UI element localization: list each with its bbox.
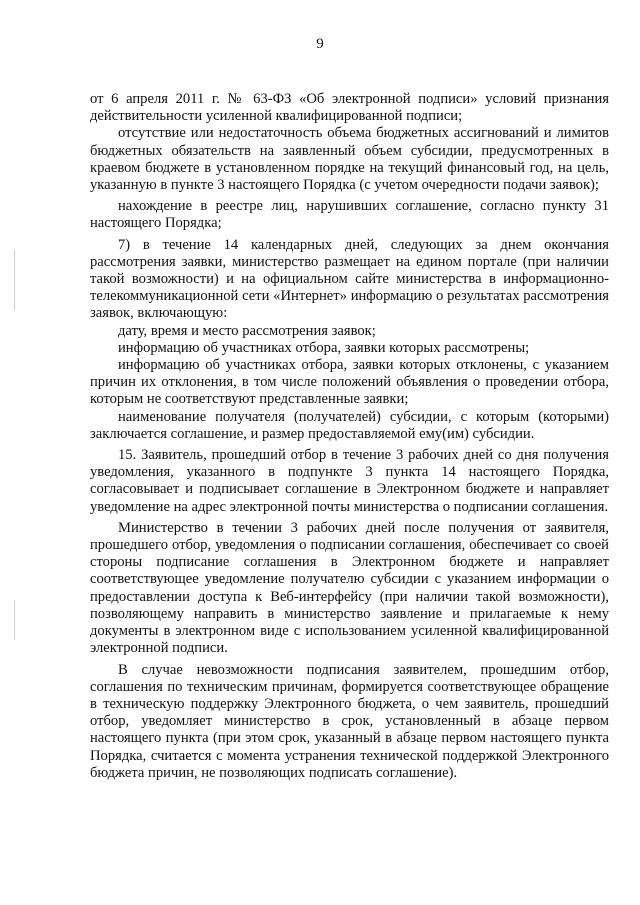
- paragraph: отсутствие или недостаточность объема бюджетных ассигнований и лимитов бюджетных обязательств на заявленный объем субсидии, предусмотренных в краевом бюджете в установленном порядке на текущий финансовый год, на цель, указанную в пункте 3 настоящего Порядка (с учетом очередности подачи заявок);: [90, 125, 609, 194]
- scan-margin-line: [14, 250, 15, 310]
- paragraph: дату, время и место рассмотрения заявок;: [118, 322, 376, 339]
- page-number: 9: [316, 36, 324, 52]
- paragraph: информацию об участниках отбора, заявки которых отклонены, с указанием причин их отклонения, в том числе положений объявления о проведении отбора, которым не соответствуют представленные заявки;: [90, 357, 609, 408]
- document-body: [90, 91, 609, 782]
- paragraph: 7) в течение 14 календарных дней, следующих за днем окончания рассмотрения заявки, министерство размещает на едином портале (при наличии такой возможности) и на официальном сайте министерства в информационно-телекоммуникационной сети «Интернет» информацию о результатах рассмотрения заявок, включающую:: [90, 236, 609, 322]
- paragraph: от 6 апреля 2011 г. № 63-ФЗ «Об электронной подписи» условий признания действительности усиленной квалифицированной подписи;: [90, 91, 609, 125]
- paragraph: В случае невозможности подписания заявителем, прошедшим отбор, соглашения по техническим причинам, формируется соответствующее обращение в техническую поддержку Электронного бюджета, о чем заявитель, прошедший отбор, уведомляет министерство в срок, установленный в абзаце первом настоящего пункта (при этом срок, указанный в абзаце первом настоящего пункта Порядка, считается с момента устранения технической поддержкой Электронного бюджета причин, не позволяющих подписать соглашение).: [90, 661, 609, 781]
- paragraph: Министерство в течении 3 рабочих дней после получения от заявителя, прошедшего отбор, уведомления о подписании соглашения, обеспечивает со своей стороны подписание соглашения в Электронном бюджете и направляет соответствующее уведомление получателю субсидии с указанием информации о предоставлении доступа к Веб-интерфейсу (при наличии такой возможности), позволяющему направить в министерство заявление и прилагаемые к нему документы в электронном виде с использованием усиленной квалифицированной электронной подписи.: [90, 519, 609, 657]
- paragraph: 15. Заявитель, прошедший отбор в течение 3 рабочих дней со дня получения уведомления, указанного в подпункте 3 пункта 14 настоящего Порядка, согласовывает и подписывает соглашение в Электронном бюджете и направляет уведомление на адрес электронной почты министерства о подписании соглашения.: [90, 447, 609, 515]
- paragraph: наименование получателя (получателей) субсидии, с которым (которыми) заключается соглашение, и размер предоставляемой ему(им) субсидии.: [90, 408, 609, 442]
- paragraph: информацию об участниках отбора, заявки которых рассмотрены;: [118, 339, 530, 356]
- paragraph: нахождение в реестре лиц, нарушивших соглашение, согласно пункту 31 настоящего Порядка;: [90, 198, 609, 232]
- scan-margin-line: [14, 600, 15, 640]
